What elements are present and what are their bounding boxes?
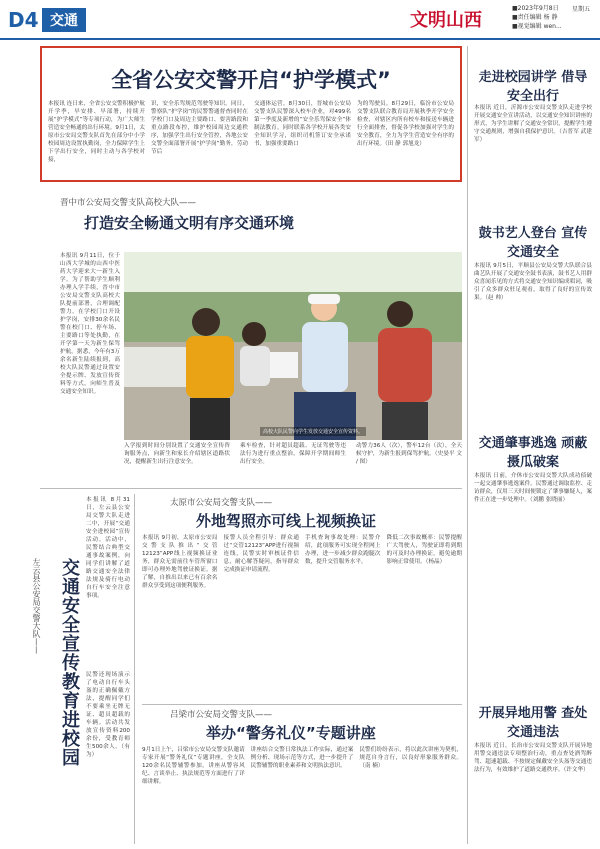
story5-title: 举办“警务礼仪”专题讲座 [206,724,376,742]
story3-body [86,496,130,842]
section-tag: 交通 [42,8,86,32]
story2-col: 本报讯 9月11日，位于山西大学城的山西中医药大学迎来大一新生入学。为了帮助学生顺利办理入学手续，晋中市公安局交警支队高校大队提前部署，合理调配警力，在学校门口开设护学岗，安排30余名民警在校门口、停车场、主要路口等处执勤，在开学第一天为新生保驾护航。据悉，今年有3万余名新生陆续报到，高校大队民警通过设置安全提示牌、发放宣传资料等方式，向师生普及交通安全知识。 [60,253,120,395]
lead-col: 识，安全乐驾规范驾驶等知识。同日，警察队“护学岗”的民警警通督查同时在学校门口及周边主要路口、要害路段和重点路段布控，维护校园周边交通秩序，加强学生出行安全管控，各地公安交警全面部署开展“护学岗”勤务，劳动节后 [151,101,248,155]
sidebar-col: 本报讯 9月5日，平顺县公安局交警大队联合县曲艺队开展了交通安全鼓书表演，鼓书艺人用群众喜闻乐见的方式将交通安全知识编成唱词，吸引了众多群众驻足观看，取得了良好的宣传效果。（赵 帅） [474,263,592,301]
page-header [0,0,600,40]
sidebar-title-4: 开展异地用警 查处交通违法 [478,706,588,740]
column-divider [134,494,135,844]
story2-kicker: 晋中市公安局交警支队高校大队—— [60,198,197,208]
photo-illustration [124,252,462,440]
page-number: D4 [8,8,39,32]
sidebar-body-1 [474,104,592,194]
lead-col: 交通体运营。8月30日，晋城市公安局交警支队民警深入校车企业，对499名第一季度及新增的“安全乐驾保安全”体制法教育。同时联系各学校开展各类安全知识学习，组织司机签订安全承诺书，加强重要路口 [254,101,351,147]
sidebar-divider [467,46,468,844]
story3-title: 交通安全宣传教育进校园 [59,558,80,767]
story4-title: 外地驾照亦可线上视频换证 [196,512,377,530]
story4-col: 手机查询事故处理：民警介绍，此项服务可实现全程网上办理，进一步减少群众跑腿次数，提升交管服务水平。 [305,535,381,565]
story3-kicker: 左云县公安局交警大队—— [32,558,41,654]
sidebar-body-2 [474,262,592,430]
issue-line: ■2023年9月8日 [512,5,559,12]
issue-info [512,4,562,31]
story4-col: 降低二次事故概率：民警提醒广大驾驶人，驾驶证即将到期的可及时办理换证，避免逾期影响正常使用。（杨晶） [386,535,462,565]
newspaper-logo: 文明山西 [410,10,482,31]
sidebar-title-1: 走进校园讲学 借导安全出行 [478,70,588,104]
story5-col: 民警们纷纷表示，将以此次讲座为契机，规范自身言行，以良好形象服务群众。（南 楠） [359,747,463,769]
story3-col: 本报讯 8月31日，左云县公安局交警大队走进二中，开展“交通安全进校园”宣传活动。活动中，民警结合典型交通事故案例，向同学们讲解了道路交通安全法律法规及骑行电动自行车安全注意事项。 [86,497,130,599]
story2-left-col [60,252,120,448]
story2-title: 打造安全畅通文明有序交通环境 [84,214,295,232]
issue-line: ■责任编辑 杨 静 [512,14,558,21]
story2-col: 动警力36人（次），警车12台（次），全天候守护，为新生报到保驾护航。（史晏平 文 / 图） [356,443,462,465]
issue-line: ■视觉编辑 wen... [512,23,562,30]
story4-body [142,534,462,702]
photo-caption: 高校大队民警向学生发放交通安全宣传资料。 [260,427,366,436]
sidebar-title-2: 鼓书艺人登台 宣传交通安全 [478,226,588,260]
story2-col: 乘车检查，针对超员超载、无证驾驶等违法行为进行重点整治，保障开学期间师生出行安全。 [240,443,346,465]
sidebar-body-4 [474,742,592,842]
weekday: 星期五 [572,6,591,13]
story5-kicker: 吕梁市公安局交警支队—— [170,710,273,720]
story5-col: 9月1日上午，吕梁市公安局交警支队邀请专家开展“警务礼仪”专题讲座，全支队120余名民警辅警参加。讲座从警容风纪、言谈举止、执法规范等方面进行了详细讲解。 [142,747,245,785]
story2-col: 入学报到时间分别设置了交通安全宣传咨询服务点，向新生和家长介绍辖区道路状况，提醒新生出行注意安全。 [124,443,230,465]
sidebar-col: 本报讯 近日，长治市公安局交警支队开展异地用警交通违法专项整治行动，重点查处酒驾醉驾、超速超载、不按规定佩戴安全头盔等交通违法行为，有效维护了道路交通秩序。（许文华） [474,743,592,773]
lead-title: 全省公安交警开启“护学模式” [111,68,391,92]
story4-kicker: 太原市公安局交警支队—— [170,498,273,508]
story4-col: 本报讯 9月初，太原市公安局交警支队推出“交管12123”APP线上视频换证业务，群众无需前往车管所窗口即可办理外地驾驶证换证。据了解，自推出以来已有百余名群众享受到这项便利服务。 [142,535,218,589]
sidebar-body-3 [474,472,592,672]
story3-col: 民警还现场演示了电动自行车头盔的正确佩戴方法，提醒同学们不要乘坐无牌无证、超员超载的车辆。活动共发放宣传资料200余份，受教育师生500余人。（有为） [86,672,130,758]
story5-body [142,746,462,842]
lead-col: 为的驾驶员。8月29日，临汾市公安局交警支队联合教育局开展秋季开学安全检查，对辖区内所有校车和接送车辆进行全面排查，督促各学校加强对学生的安全教育，全力为学生营造安全有序的出行环境。（田 静 郭旭龙） [357,101,454,147]
sidebar-title-3: 交通肇事逃逸 顽蔽摄瓜破案 [478,436,588,470]
lead-col: 本报讯 连日来，全省公安交警积极护航开学季，早安排、早部署，持续开展“护学模式”等专项行动，为广大师生营造安全畅通的出行环境。9月1日，太原市公安局交警支队首先在部分中小学校园周边设置执勤岗，全力保障学生上下学出行安全，同时主动与各学校对接， [48,101,145,163]
story2-bottom-body [124,442,462,482]
section-divider [40,488,462,489]
story5-col: 讲座结合交警日常执法工作实际，通过案例分析、现场示范等方式，进一步提升了民警辅警的职业素养和文明执法意识。 [250,747,354,769]
traffic-police-photo [124,252,462,440]
story4-col: 接警人员全程引导：群众通过“交管12123”APP进行视频连线，民警实时审核证件信息，耐心解答疑问，指导群众完成换证申请流程。 [223,535,299,573]
lead-body [48,100,454,178]
sidebar-col: 本报讯 日前，介休市公安局交警大队成功侦破一起交通肇事逃逸案件。民警通过调取监控、走访群众，仅用三天时间便锁定了肇事嫌疑人，案件正在进一步处理中。（刘鹏 张晓丽） [474,473,592,503]
section-divider [142,704,462,705]
sidebar-col: 本报讯 近日，沂源市公安局交警支队走进学校开展交通安全宣讲活动，以交通安全知识讲座的形式，为学生讲解了交通安全常识，提醒学生遵守交通规则，增强自我保护意识。（吉普军 武建军） [474,105,592,143]
